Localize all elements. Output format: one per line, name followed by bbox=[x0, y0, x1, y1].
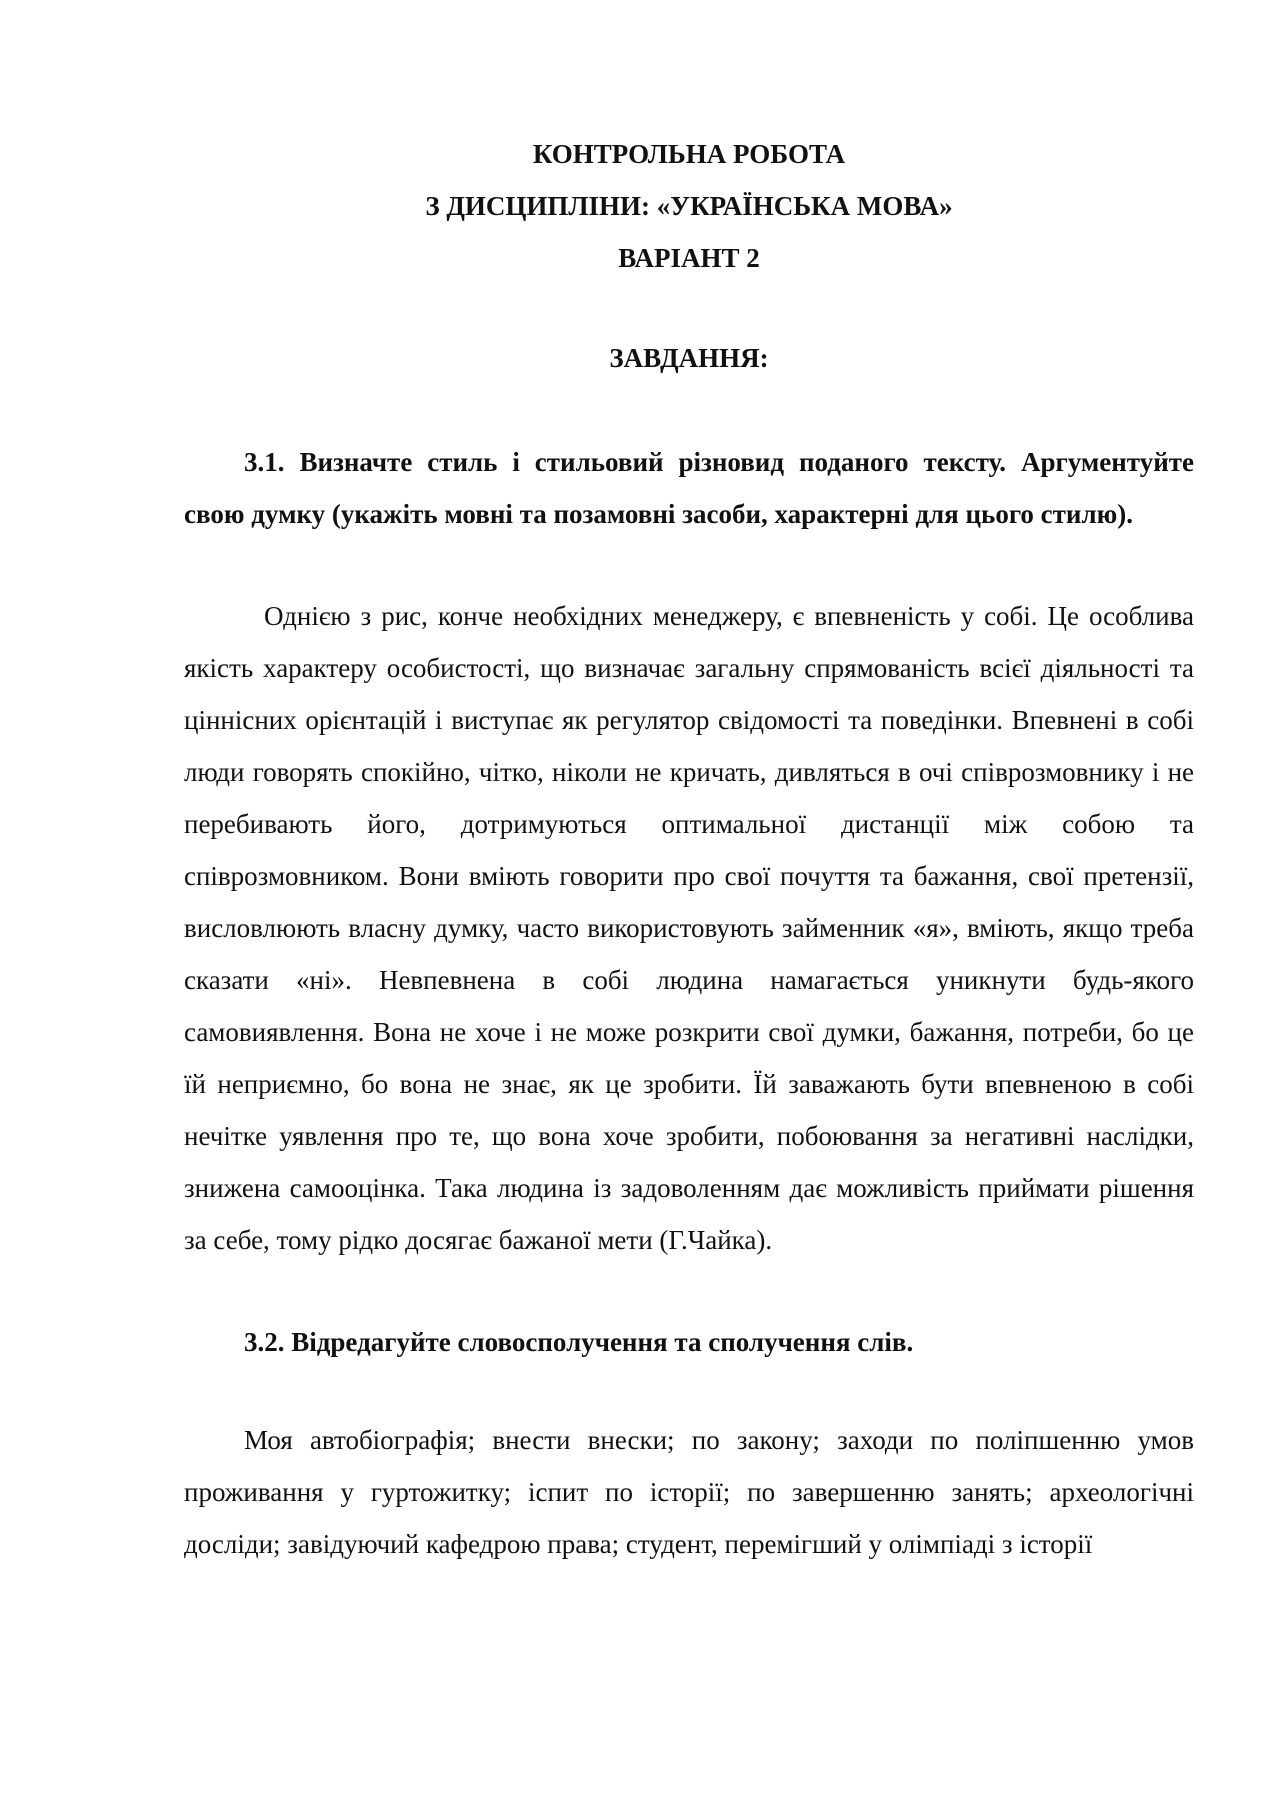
task-3-1-number: 3.1. bbox=[244, 447, 285, 477]
task-3-1-text: Визначте стиль і стильовий різновид поданого тексту. Аргументуйте свою думку (укажіть мовні та позамовні засоби, характерні для цього стилю). bbox=[184, 447, 1195, 529]
task-3-2-text: Відредагуйте словосполучення та сполучення слів. bbox=[291, 1327, 914, 1357]
section-heading: ЗАВДАННЯ: bbox=[609, 343, 769, 373]
title-line-2: З ДИСЦИПЛІНИ: «УКРАЇНСЬКА МОВА» bbox=[425, 191, 953, 221]
passage-1: Однією з рис, конче необхідних менеджеру, є впевненість у собі. Це особлива якість характеру особистості, що визначає загальну спрямованість всієї діяльності та ціннісних орієнтацій і виступає як регулятор свідомості та поведінки. Впевнені в собі люди говорять спокійно, чітко, ніколи не кричать, дивляться в очі співрозмовнику і не перебивають його, дотримуються оптимальної дистанції між собою та співрозмовником. Вони вміють говорити про свої почуття та бажання, свої претензії, висловлюють власну думку, часто використовують займенник «я», вміють, якщо треба сказати «ні». Невпевнена в собі людина намагається уникнути будь-якого самовиявлення. Вона не хоче і не може розкрити свої думки, бажання, потреби, бо це їй неприємно, бо вона не знає, як це зробити. Їй заважають бути впевненою в собі нечітке уявлення про те, що вона хоче зробити, побоювання за негативні наслідки, знижена самооцінка. Така людина із задоволенням дає можливість приймати рішення за себе, тому рідко досягає бажаної мети (Г.Чайка). bbox=[184, 601, 1194, 1255]
task-3-2 bbox=[184, 1316, 1194, 1368]
task-3-1 bbox=[184, 436, 1194, 540]
task-3-2-number: 3.2. bbox=[244, 1327, 285, 1357]
title-line-3: ВАРІАНТ 2 bbox=[618, 243, 760, 273]
title-line-1: КОНТРОЛЬНА РОБОТА bbox=[532, 139, 846, 169]
passage-2: Моя автобіографія; внести внески; по закону; заходи по поліпшенню умов проживання у гуртожитку; іспит по історії; по завершенню занять; археологічні досліди; завідуючий кафедрою права; студент, перемігший у олімпіаді з історії bbox=[184, 1425, 1194, 1559]
document-body bbox=[184, 128, 1194, 1570]
